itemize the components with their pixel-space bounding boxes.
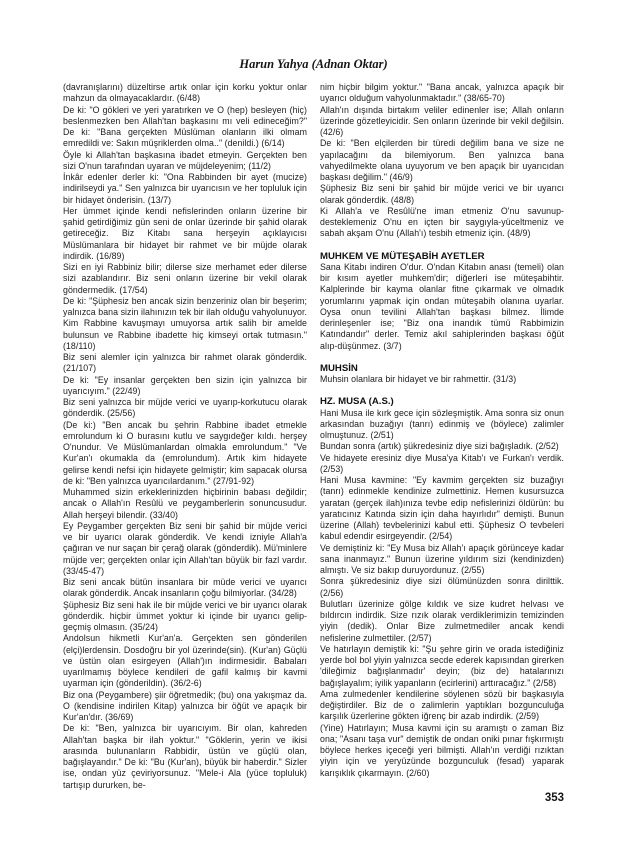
paragraph: Biz seni alemler için yalnızca bir rahmet olarak gönderdik. (21/107) [63,352,307,374]
paragraph: Öyle ki Allah'tan başkasına ibadet etmeyin. Gerçekten ben sizi O'nun tarafından uyaran ve müjdeleyenim; (11/2) [63,149,307,171]
paragraph: Biz seni yalnızca bir müjde verici ve uyarıp-korkutucu olarak gönderdik. (25/56) [63,397,307,419]
paragraph: De ki: "Ey insanlar gerçekten ben sizin için yalnızca bir uyarıcıyım." (22/49) [63,374,307,396]
paragraph: Allah'ın dışında birtakım veliler edinenler ise; Allah onların üzerinde gözetleyicidir. Sen onların üzerinde bir vekil değilsin. (42/6) [320,104,564,137]
paragraph: Şüphesiz Biz seni bir şahid bir müjde verici ve bir uyarıcı olarak gönderdik. (48/8) [320,183,564,205]
page-number: 353 [544,792,564,804]
paragraph: Andolsun hikmetli Kur'an'a. Gerçekten sen gönderilen (elçi)lerdensin. Dosdoğru bir yol üzerinde(sin). (Kur'an) Güçlü ve üstün olan esirgeyen (Allah')ın indirmesidir. Babaları uyarılmamış böylece kendileri de gafil kalmış bir kavmi uyarman için (gönderildin). (36/2-6) [63,633,307,689]
paragraph: Ki Allah'a ve Resûlü'ne iman etmeniz O'nu savunup-desteklemeniz O'nu en içten bir saygıyla-yüceltmeniz ve sabah akşam O'nu (Allah'ı) tesbih etmeniz için. (48/9) [320,205,564,239]
paragraph: De ki: "Şüphesiz ben ancak sizin benzeriniz olan bir beşerim; yalnızca bana sizin ilahınızın tek bir ilah olduğu vahyolunuyor. Kim Rabbine kavuşmayı umuyorsa artık salih bir amelde bulunsun ve Rabbine ibadette hiç kimseyi ortak tutmasın." (18/110) [63,295,307,351]
paragraph: De ki: "Ben elçilerden bir türedi değilim bana ve size ne yapılacağını da bilemiyorum. Ben yalnızca bana vahyedilmekte olana uyuyorum ve ben apaçık bir uyarıcıdan başkası değilim." (46/9) [320,138,564,182]
paragraph: Ama zulmedenler kendilerine söylenen sözü bir başkasıyla değiştirdiler. Biz de o zalimlerin yaptıkları bozgunculuğa karşılık üzerlerine gökten iğrenç bir azab indirdik. (2/59) [320,688,564,722]
paragraph: De ki: "Ben, yalnızca bir uyarıcıyım. Bir olan, kahreden Allah'tan başka bir ilah yoktur." "Göklerin, yerin ve ikisi arasında bulunanların Rabbidir, üstün ve güçlü olan, bağışlayandır." De ki: "Bu (Kur'an), büyük bir haberdir." Sizler ise, ondan yüz çeviriyorsunuz. "Mele-i Ala (yüce topluluk) tartışıp dururken, be- [63,723,307,790]
paragraph: Bulutları üzerinize gölge kıldık ve size kudret helvası ve bıldırcın indirdik. Size rızık olarak verdiklerimizin temizinden yiyin (dedik). Onlar Bize zulmetmediler ancak kendi nefislerine zulmettiler. (2/57) [320,598,564,643]
left-column [63,82,307,791]
paragraph: Her ümmet içinde kendi nefislerinden onların üzerine bir şahid getirdiğimiz gün seni de onlar üzerinde bir şahid olarak getireceğiz. Biz Kitabı sana herşeyin açıklayıcısı Müslümanlara bir hidayet bir rahmet ve bir müjde olarak indirdik. (16/89) [63,205,307,261]
running-header: Harun Yahya (Adnan Oktar) [239,57,388,71]
paragraph: Ve hidayete eresiniz diye Musa'ya Kitab'ı ve Furkan'ı verdik. (2/53) [320,452,564,474]
text-columns [0,72,627,791]
paragraph: Biz ona (Peygambere) şiir öğretmedik; (bu) ona yakışmaz da. O (kendisine indirilen Kitap) yalnızca bir öğüt ve apaçık bir Kur'an'dır. (36/69) [63,689,307,722]
paragraph: Sonra şükredesiniz diye sizi ölümünüzden sonra dirilttik. (2/56) [320,576,564,598]
paragraph: nim hiçbir bilgim yoktur." "Bana ancak, yalnızca apaçık bir uyarıcı olduğum vahyolunmaktadır." (38/65-70) [320,82,564,104]
section-heading: MUHSİN [320,362,358,374]
section-heading: MUHKEM VE MÜTEŞABİH AYETLER [320,250,485,262]
paragraph: Sana Kitabı indiren O'dur. O'ndan Kitabın anası (temeli) olan bir kısım ayetler muhkem'dir; diğerleri ise müteşabihtir. Kalplerinde bir kayma olanlar fitne çıkarmak ve olmadık yorumlarını yapmak için ondan müteşabih olanına uyarlar. Oysa onun tevilini Allah'tan başkası bilmez. İlimde derinleşenler ise; "Biz ona inandık tümü Rabbimizin Katındandır" derler. Temiz akıl sahiplerinden başkası öğüt alıp-düşünmez. (3/7) [320,261,564,351]
paragraph: Biz seni ancak bütün insanlara bir müde verici ve uyarıcı olarak gönderdik. Ancak insanların çoğu bilmiyorlar. (34/28) [63,577,307,599]
paragraph: (davranışlarını) düzeltirse artık onlar için korku yoktur onlar mahzun da olmayacaklardır. (6/48) [63,82,307,104]
paragraph: Şüphesiz Biz seni hak ile bir müjde verici ve bir uyarıcı olarak gönderdik. hiçbir ümmet yoktur ki içinde bir uyarıcı gelip-geçmiş olmasın. (35/24) [63,599,307,632]
paragraph: De ki: "O gökleri ve yeri yaratırken ve O (hep) besleyen (hiç) beslenmezken ben Allah'tan başkasını mı veli edineceğim?" De ki: "Bana gerçekten Müslüman olanların ilki olmam emredildi ve: Sakın müşriklerden olma.." (denildi.) (6/14) [63,104,307,149]
paragraph: Hani Musa kavmine: "Ey kavmim gerçekten siz buzağıyı (tanrı) edinmekle kendinize zulmettiniz. Hemen kusursuzca yaratan (gerçek ilah)ınıza tevbe edip nefislerinizi öldürün: bu yaratıcınız Katında sizin için daha hayırlıdır" demişti. Bunun üzerine (Allah) tevbelerinizi kabul etti. Şüphesiz O tevbeleri kabul edendir esirgeyendir. (2/54) [320,475,564,542]
paragraph: Ve demiştiniz ki: "Ey Musa biz Allah'ı apaçık görünceye kadar sana inanmayız." Bunun üzerine yıldırım sizi (kendinizden) almıştı. Ve siz bakıp duruyordunuz. (2/55) [320,542,564,575]
paragraph: Muhsin olanlara bir hidayet ve bir rahmettir. (31/3) [320,374,517,384]
paragraph: Hani Musa ile kırk gece için sözleşmiştik. Ama sonra siz onun arkasından buzağıyı (tanrı) edinmiş ve (böylece) zalimler olmuştunuz. (2/51) [320,407,564,440]
paragraph: Ve hatırlayın demiştik ki: "Şu şehre girin ve orada istediğiniz yerde bol bol yiyin yalnızca secde ederek kapısından girerken 'dileğimiz bağışlanmadır' deyin; (biz de) hatalarınızı bağışlayalım; iyilik yapanların (ecirlerini) arttıracağız." (2/58) [320,643,564,688]
paragraph: (De ki:) "Ben ancak bu şehrin Rabbine ibadet etmekle emrolundum ki O burasını kutlu ve saygıdeğer kıldı. herşey O'nundur. Ve Müslümanlardan olmakla emrolundum." "Ve Kur'an'ı okumakla da (emrolundum). Artık kim hidayete gelirse kendi nefsi için hidayete gelmiştir; kim sapacak olursa de ki: "Ben yalnızca uyarıcılardanım." (27/91-92) [63,419,307,486]
paragraph: Ey Peygamber gerçekten Biz seni bir şahid bir müjde verici ve bir uyarıcı olarak gönderdik. Ve kendi izniyle Allah'a çağıran ve nur saçan bir çerağ olarak (gönderdik). Mü'minlere müjde ver; gerçekten onlar için Allah'tan büyük bir fazl vardır. (33/45-47) [63,520,307,576]
section-heading: HZ. MUSA (A.S.) [320,396,394,408]
paragraph: Sizi en iyi Rabbiniz bilir; dilerse size merhamet eder dilerse sizi azablandırır. Biz seni onların üzerine bir vekil olarak göndermedik. (17/54) [63,262,307,295]
paragraph: İnkâr edenler derler ki: "Ona Rabbinden bir ayet (mucize) indirilseydi ya." Sen yalnızca bir uyarıcısın ve her topluluk için bir hidayet önderisin. (13/7) [63,172,307,205]
paragraph: Muhammed sizin erkeklerinizden hiçbirinin babası değildir; ancak o Allah'ın Resûlü ve peygamberlerin sonuncusudur. Allah herşeyi bilendir. (33/40) [63,487,307,520]
right-column [320,82,564,791]
paragraph: Bundan sonra (artık) şükredesiniz diye sizi bağışladık. (2/52) [320,441,559,452]
paragraph: (Yine) Hatırlayın; Musa kavmi için su aramıştı o zaman Biz ona; "Asanı taşa vur" demiştik de ondan oniki pınar fışkırmıştı böylece herkes içeceği yeri bilmişti. Allah'ın verdiği rızıktan yiyin için ve yeryüzünde bozgunculuk (fesad) yaparak karışıklık çıkarmayın. (2/60) [320,722,564,778]
